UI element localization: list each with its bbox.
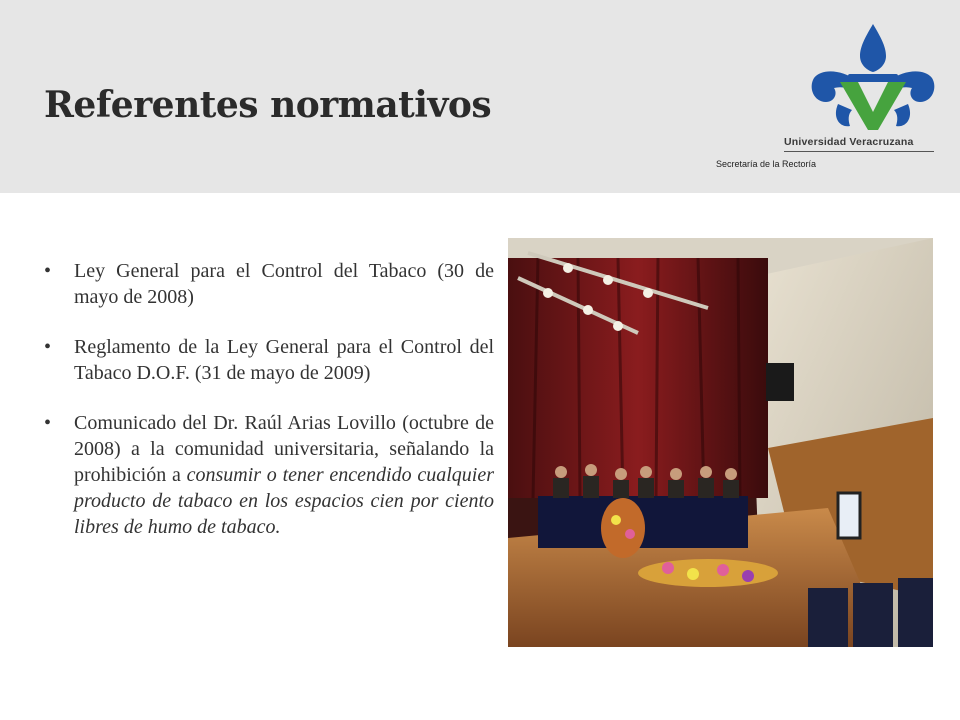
bullet-text-italic: consumir o tener encendido cualquier producto de tabaco en los espacios cien por ciento libres de humo de tabaco. xyxy=(74,464,495,538)
university-name-rule xyxy=(784,151,934,152)
bullet-dot: • xyxy=(44,412,52,434)
bullet-dot: • xyxy=(44,336,52,358)
bullet-item xyxy=(44,258,494,310)
secretaria-label: Secretaría de la Rectoría xyxy=(716,159,817,169)
bullet-text: Ley General para el Control del Tabaco (30 de mayo de 2008) xyxy=(74,260,494,308)
bullet-list xyxy=(44,258,494,564)
auditorium-photo xyxy=(508,238,933,647)
auditorium-illustration xyxy=(508,238,933,647)
university-name: Universidad Veracruzana xyxy=(784,136,914,148)
header-band xyxy=(0,0,960,193)
bullet-item xyxy=(44,334,494,386)
bullet-text: Reglamento de la Ley General para el Control del Tabaco D.O.F. (31 de mayo de 2009) xyxy=(74,336,494,384)
bullet-item xyxy=(44,410,494,540)
bullet-dot: • xyxy=(44,260,52,282)
university-logo-icon xyxy=(808,22,938,132)
slide-title: Referentes normativos xyxy=(44,84,492,126)
bullet-text: Comunicado del Dr. Raúl Arias Lovillo (octubre de 2008) a la comunidad universitaria, señalando la prohibición a xyxy=(74,412,494,486)
